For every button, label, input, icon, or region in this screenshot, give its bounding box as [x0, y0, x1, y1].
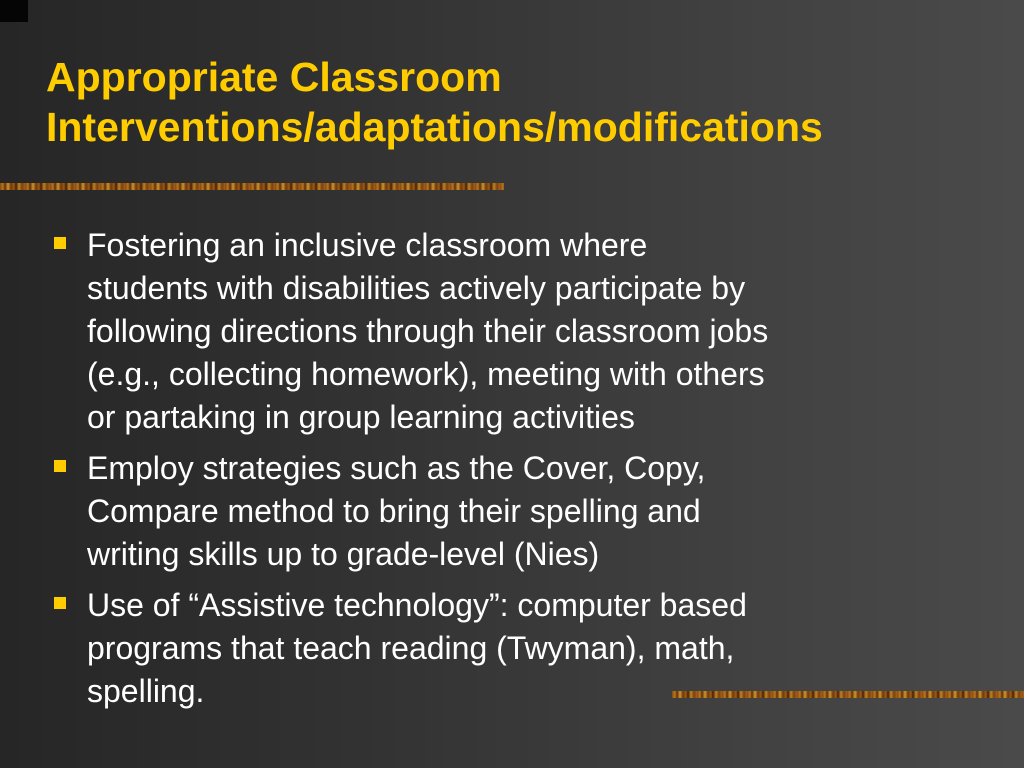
- corner-mark: [0, 0, 28, 22]
- square-bullet-icon: [54, 460, 66, 472]
- bullet-item-inclusive-classroom: [50, 224, 950, 439]
- bullet-1-line-1: Fostering an inclusive classroom where: [87, 227, 648, 263]
- bullet-3-line-3: spelling.: [87, 673, 205, 709]
- bullet-2-line-1: Employ strategies such as the Cover, Copy,: [87, 450, 706, 486]
- bullet-item-cover-copy-compare: [50, 447, 950, 576]
- slide-title-line-1: Appropriate Classroom: [46, 54, 502, 100]
- slide-title-line-2: Interventions/adaptations/modifications: [46, 104, 823, 150]
- bullet-1-line-3: following directions through their classroom jobs: [87, 313, 769, 349]
- bullet-3-line-2: programs that teach reading (Twyman), math,: [87, 630, 735, 666]
- square-bullet-icon: [54, 597, 66, 609]
- bullet-1-line-5: or partaking in group learning activities: [87, 399, 635, 435]
- slide-title: [46, 52, 1006, 152]
- bullet-1-line-4: (e.g., collecting homework), meeting with others: [87, 356, 765, 392]
- bullet-1-line-2: students with disabilities actively participate by: [87, 270, 746, 306]
- bullet-2-line-2: Compare method to bring their spelling and: [87, 493, 701, 529]
- decorative-divider-bottom: [672, 691, 1024, 698]
- decorative-divider-top: [0, 183, 504, 190]
- square-bullet-icon: [54, 237, 66, 249]
- bullet-3-line-1: Use of “Assistive technology”: computer based: [87, 587, 747, 623]
- bullet-2-line-3: writing skills up to grade-level (Nies): [87, 536, 600, 572]
- bullet-list: [50, 224, 950, 721]
